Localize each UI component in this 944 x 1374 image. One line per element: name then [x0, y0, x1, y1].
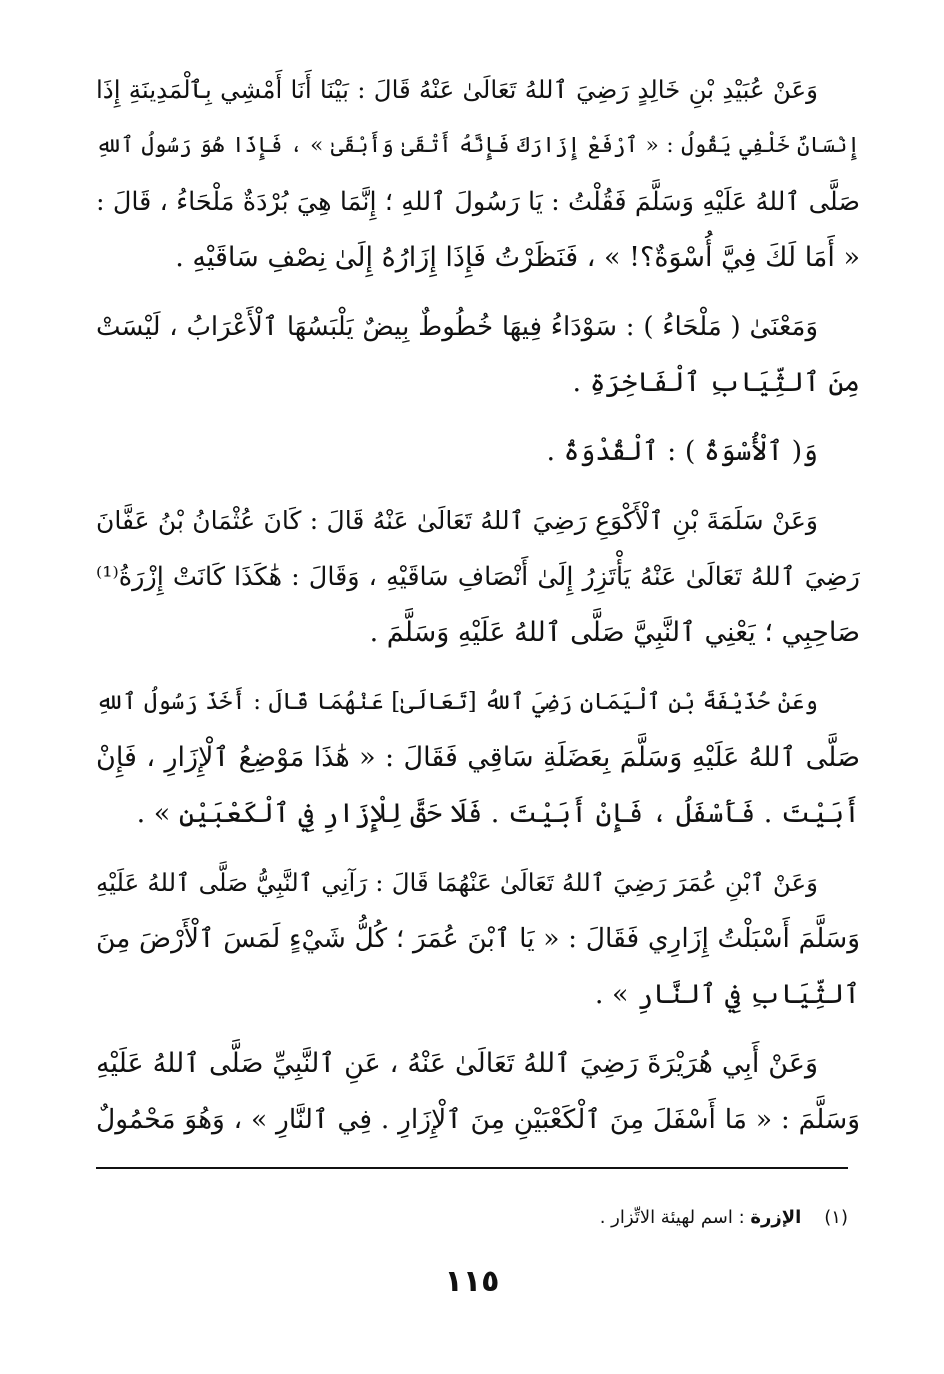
text-line: صَلَّى ٱللهُ عَلَيْهِ وَسَلَّمَ فَقُلْتُ : يَا رَسُولَ ٱللهِ ؛ إِنَّمَا هِيَ بُرْدَةٌ مَلْحَاءُ ، قَالَ :	[96, 187, 860, 217]
footnote	[88, 1204, 848, 1232]
text-line: وعَنْ حُذَيْفَةَ بْنِ ٱلْيَمَانِ رَضِيَ ٱللهُ [تَعَالَىٰ] عَنْهُمَا قَالَ : أَخَذَ رَسُولُ ٱللهِ	[96, 689, 818, 715]
paragraph-salama	[96, 493, 860, 661]
paragraph-ubayd	[96, 62, 860, 286]
page-number: ١١٥	[444, 1264, 500, 1299]
text-line: وَعَنْ عُبَيْدِ بْنِ خَالِدٍ رَضِيَ ٱللهُ تَعَالَىٰ عَنْهُ قَالَ : بَيْنَا أَنَا أَمْشِي بِٱلْمَدِينَةِ إِذَا	[96, 75, 818, 104]
footnote-marker: (١)	[824, 1207, 848, 1228]
paragraph-abu-hurayra	[96, 1036, 860, 1148]
footnote-term: الإزرة	[750, 1207, 802, 1228]
text-line: صَلَّى ٱللهُ عَلَيْهِ وَسَلَّمَ بِعَضَلَةِ سَاقِي فَقَالَ : « هَٰذَا مَوْضِعُ ٱلْإِزَارِ ، فَإِنْ	[96, 742, 860, 773]
text-line: وَسَلَّمَ : « مَا أَسْفَلَ مِنَ ٱلْكَعْبَيْنِ مِنَ ٱلْإِزَارِ . فِي ٱلنَّارِ » ، وَهُوَ مَحْمُولٌ	[96, 1104, 860, 1135]
text-line: أَبَيْتَ . فَأَسْفَلُ ، فَإِنْ أَبَيْتَ . فَلَا حَقَّ لِلْإِزَارِ فِي ٱلْكَعْبَيْنِ » .	[136, 798, 860, 829]
text-line: وَسَلَّمَ أَسْبَلْتُ إِزَارِي فَقَالَ : « يَا ٱبْنَ عُمَرَ ؛ كُلُّ شَيْءٍ لَمَسَ ٱلْأَرْضَ مِنَ	[96, 923, 860, 954]
text-line: وَمَعْنَىٰ ( مَلْحَاءُ ) : سَوْدَاءُ فِيهَا خُطُوطٌ بِيضٌ يَلْبَسُهَا ٱلْأَعْرَابُ ، لَيْسَتْ	[96, 312, 818, 342]
text-line: وَعَنْ أَبِي هُرَيْرَةَ رَضِيَ ٱللهُ تَعَالَىٰ عَنْهُ ، عَنِ ٱلنَّبِيِّ صَلَّى ٱللهُ عَلَيْهِ	[96, 1048, 818, 1079]
text-line: « أَمَا لَكَ فِيَّ أُسْوَةٌ؟! » ، فَنَظَرْتُ فَإِذَا إِزَارُهُ إِلَىٰ نِصْفِ سَاقَيْهِ .	[175, 242, 860, 273]
footnote-divider	[96, 1167, 848, 1169]
text-line: مِنَ ٱلثِّيَابِ ٱلْفَاخِرَةِ .	[572, 367, 860, 398]
paragraph-hudhayfa	[96, 674, 860, 842]
paragraph-uswa-meaning	[96, 424, 860, 480]
text-line: صَاحِبِي ؛ يَعْنِي ٱلنَّبِيَّ صَلَّى ٱللهُ عَلَيْهِ وَسَلَّمَ .	[369, 617, 860, 648]
text-line: وَ( ٱلْأُسْوَةُ ) : ٱلْقُدْوَةُ .	[546, 436, 818, 467]
paragraph-ibn-umar	[96, 855, 860, 1023]
text-line: ٱلثِّيَابِ فِي ٱلنَّارِ » .	[594, 979, 860, 1010]
text-line: وَعَنْ سَلَمَةَ بْنِ ٱلْأَكْوَعِ رَضِيَ ٱللهُ تَعَالَىٰ عَنْهُ قَالَ : كَانَ عُثْمَانُ بْنُ عَفَّانَ	[96, 506, 818, 535]
footnote-text: : اسم لهيئة الاتِّزار .	[599, 1207, 745, 1228]
paragraph-malha-meaning	[96, 299, 860, 411]
main-text	[96, 62, 860, 1161]
text-line: وَعَنْ ٱبْنِ عُمَرَ رَضِيَ ٱللهُ تَعَالَىٰ عَنْهُمَا قَالَ : رَآنِي ٱلنَّبِيُّ صَلَّى ٱللهُ عَلَيْهِ	[96, 868, 818, 897]
text-line: إِنْسَانٌ خَلْفِي يَقُولُ : « ٱرْفَعْ إِزَارَكَ فَإِنَّهُ أَتْقَىٰ وَأَبْقَىٰ » ، فَإِذَا هُوَ رَسُولُ ٱللهِ	[96, 133, 860, 158]
text-line: رَضِيَ ٱللهُ تَعَالَىٰ عَنْهُ يَأْتَزِرُ إِلَىٰ أَنْصَافِ سَاقَيْهِ ، وَقَالَ : هَٰكَذَا كَانَتْ إِزْرَةُ⁽¹⁾	[96, 562, 860, 592]
